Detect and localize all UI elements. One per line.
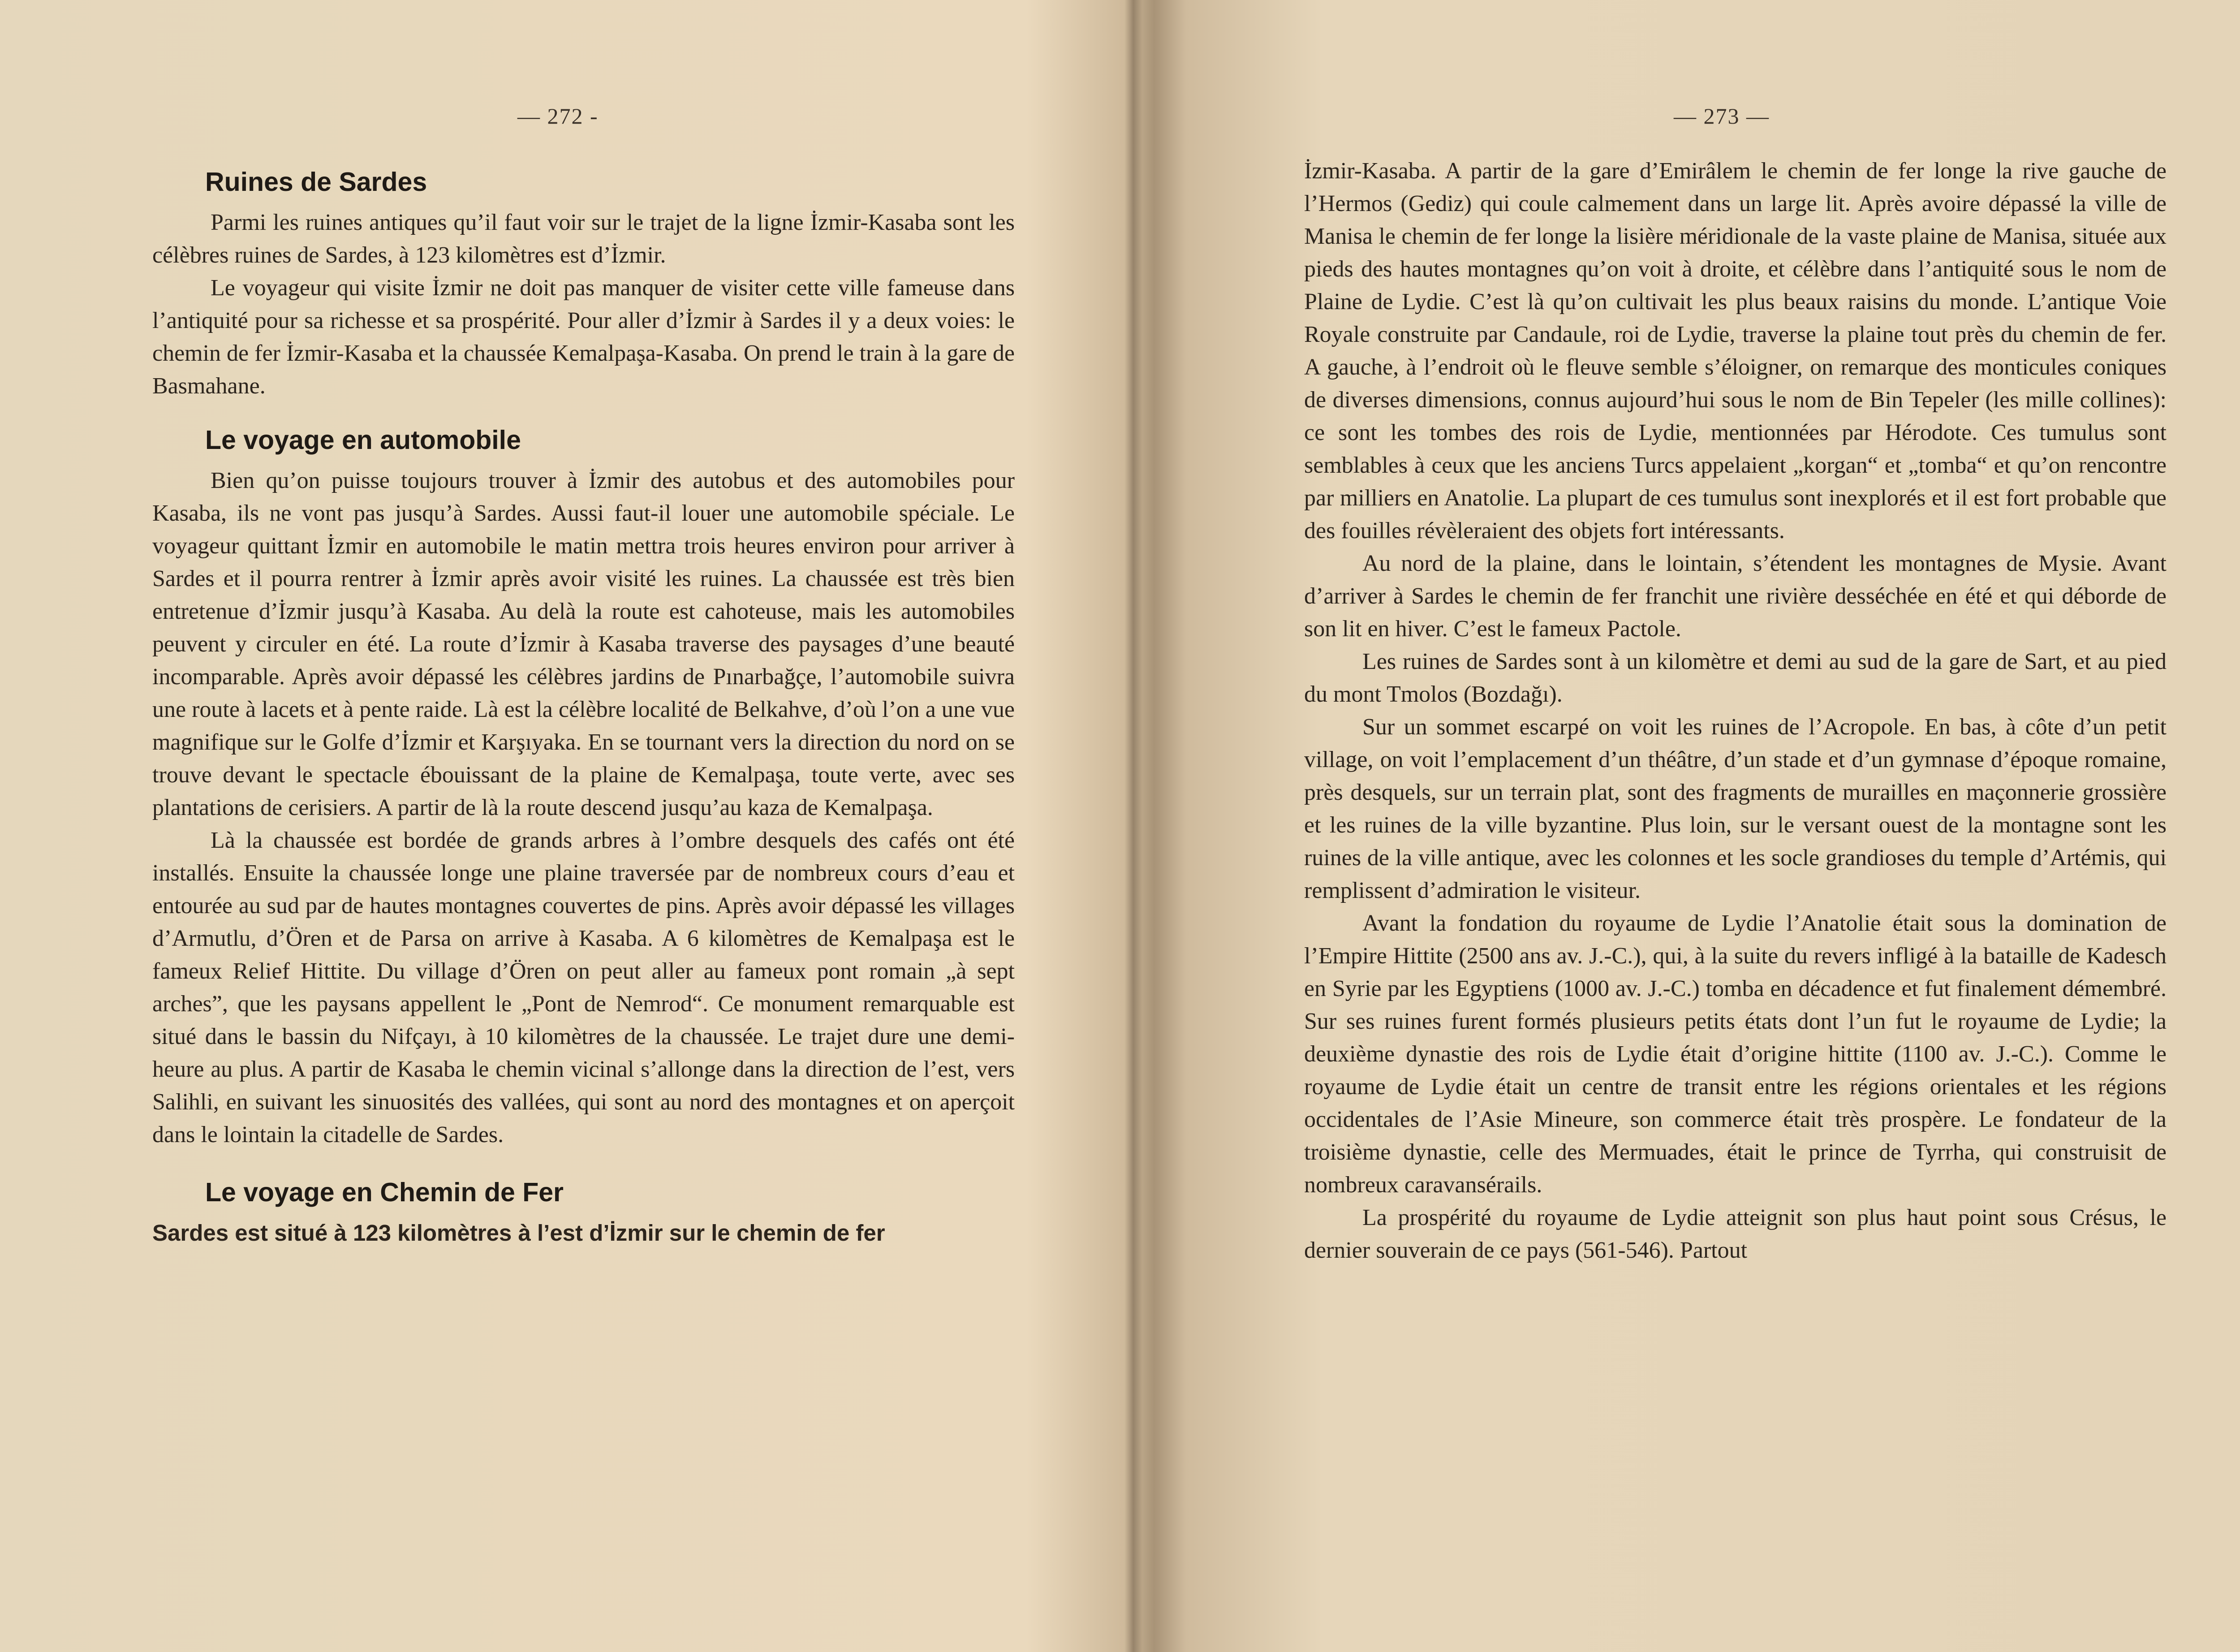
paragraph: Parmi les ruines antiques qu’il faut voir sur le trajet de la ligne İzmir-Kasaba sont les célèbres ruines de Sardes, à 123 kilomètres est d’İzmir. — [152, 210, 1015, 268]
heading-voyage-chemin-de-fer: Le voyage en Chemin de Fer — [205, 1178, 564, 1207]
paragraph: Là la chaussée est bordée de grands arbres à l’ombre desquels des cafés ont été installés. Ensuite la chaussée longe une plaine traversée par de nombreux cours d’eau et entourée au sud par de hautes montagnes couvertes de pins. Après avoir dépassé les villages d’Armutlu, d’Ören et de Parsa on arrive à Kasaba. A 6 kilomètres de Kemalpaşa est le fameux Relief Hittite. Du village d’Ören on peut aller au fameux pont romain „à sept arches”, que les paysans appellent le „Pont de Nemrod“. Ce monument remarquable est situé dans le bassin du Nifçayı, à 10 kilomètres de la chaussée. Le trajet dure une demi-heure au plus. A partir de Kasaba le chemin vicinal s’allonge dans la direction de l’est, vers Salihli, en suivant les sinuosités des vallées, qui sont au nord des montagnes et on aperçoit dans le lointain la citadelle de Sardes. — [152, 828, 1015, 1147]
paragraph: La prospérité du royaume de Lydie atteignit son plus haut point sous Crésus, le dernier souverain de ce pays (561-546). Partout — [1304, 1205, 2167, 1263]
paragraph: İzmir-Kasaba. A partir de la gare d’Emirâlem le chemin de fer longe la rive gauche de l’Hermos (Gediz) qui coule calmement dans un large lit. Après avoire dépassé la ville de Manisa le chemin de fer longe la lisière méridionale de la vaste plaine de Manisa, située aux pieds des hautes montagnes qu’on voit à droite, et célèbre dans l’antiquité sous le nom de Plaine de Lydie. C’est là qu’on cultivait les plus beaux raisins du monde. L’antique Voie Royale construite par Candaule, roi de Lydie, traverse la plaine tout près du chemin de fer. A gauche, à l’endroit où le fleuve semble s’éloigner, on remarque des monticules coniques de diverses dimensions, connus aujourd’hui sous le nom de Bin Tepeler (les mille collines): ce sont les tombes des rois de Lydie, mentionnées par Hérodote. Ces tumulus sont semblables à ceux que les anciens Turcs appelaient „korgan“ et „tomba“ et qu’on rencontre par milliers en Anatolie. La plupart de ces tumulus sont inexplorés et il est fort probable que des fouilles révèleraient des objets fort intéressants. — [1304, 158, 2167, 543]
paragraph: Sardes est situé à 123 kilomètres à l’est d’İzmir sur le chemin de fer — [152, 1220, 885, 1246]
heading-ruines-de-sardes: Ruines de Sardes — [205, 167, 427, 197]
paragraph: Bien qu’on puisse toujours trouver à İzmir des autobus et des automobiles pour Kasaba, ils ne vont pas jusqu’à Sardes. Aussi faut-il louer une automobile spéciale. Le voyageur quittant İzmir en automobile le matin mettra trois heures environ pour arriver à Sardes et il pourra rentrer à İzmir après avoir visité les ruines. La chaussée est très bien entretenue d’İzmir jusqu’à Kasaba. Au delà la route est cahoteuse, mais les automobiles peuvent y circuler en été. La route d’İzmir à Kasaba traverse des paysages d’une beauté incomparable. Après avoir dépassé les célèbres jardins de Pınarbağçe, l’automobile suivra une route à lacets et à pente raide. Là est la célèbre localité de Belkahve, d’où l’on a une vue magnifique sur le Golfe d’İzmir et Karşıyaka. En se tournant vers la direction du nord on se trouve devant le spectacle ébouissant de la plaine de Kemalpaşa, toute verte, avec ses plantations de cerisiers. A partir de là la route descend jusqu’au kaza de Kemalpaşa. — [152, 468, 1015, 820]
page-number-left: — 272 - — [517, 104, 599, 129]
paragraph: Sur un sommet escarpé on voit les ruines de l’Acropole. En bas, à côte d’un petit village, on voit l’emplacement d’un théâtre, d’un stade et d’un gymnase d’époque romaine, près desquels, sur un terrain plat, sont des fragments de murailles en maçonnerie grossière et les ruines de la ville byzantine. Plus loin, sur le versant ouest de la montagne sont les ruines de la ville antique, avec les colonnes et les socle grandioses du temple d’Artémis, qui remplissent d’admiration le visiteur. — [1304, 714, 2167, 903]
heading-voyage-automobile: Le voyage en automobile — [205, 425, 521, 455]
paragraph: Avant la fondation du royaume de Lydie l’Anatolie était sous la domination de l’Empire Hittite (2500 ans av. J.-C.), qui, à la suite du revers infligé à la bataille de Kadesch en Syrie par les Egyptiens (1000 av. J.-C.) tomba en décadence et fut finalement démembré. Sur ses ruines furent formés plusieurs petits états dont l’un fut le royaume de Lydie; la deuxième dynastie des rois de Lydie était d’origine hittite (1100 av. J.-C.). Comme le royaume de Lydie était un centre de transit entre les régions orientales et les régions occidentales de l’Asie Mineure, son commerce était très prospère. Le fondateur de la troisième dynastie, celle des Mermuades, était le prince de Tyrrha, qui construisit de nombreux caravansérails. — [1304, 910, 2167, 1198]
book-gutter — [1124, 0, 1142, 1652]
right-page — [1141, 0, 2240, 1652]
page-number-right: — 273 — — [1674, 104, 1770, 129]
paragraph: Au nord de la plaine, dans le lointain, s’étendent les montagnes de Mysie. Avant d’arriver à Sardes le chemin de fer franchit une rivière desséchée en été et qui déborde de son lit en hiver. C’est le fameux Pactole. — [1304, 551, 2167, 642]
left-text-column — [152, 161, 1015, 1249]
paragraph: Les ruines de Sardes sont à un kilomètre et demi au sud de la gare de Sart, et au pied du mont Tmolos (Bozdağı). — [1304, 649, 2167, 707]
paragraph: Le voyageur qui visite İzmir ne doit pas manquer de visiter cette ville fameuse dans l’antiquité pour sa richesse et sa prospérité. Pour aller d’İzmir à Sardes il y a deux voies: le chemin de fer İzmir-Kasaba et la chaussée Kemalpaşa-Kasaba. On prend le train à la gare de Basmahane. — [152, 275, 1015, 399]
right-text-column — [1304, 155, 2167, 1267]
